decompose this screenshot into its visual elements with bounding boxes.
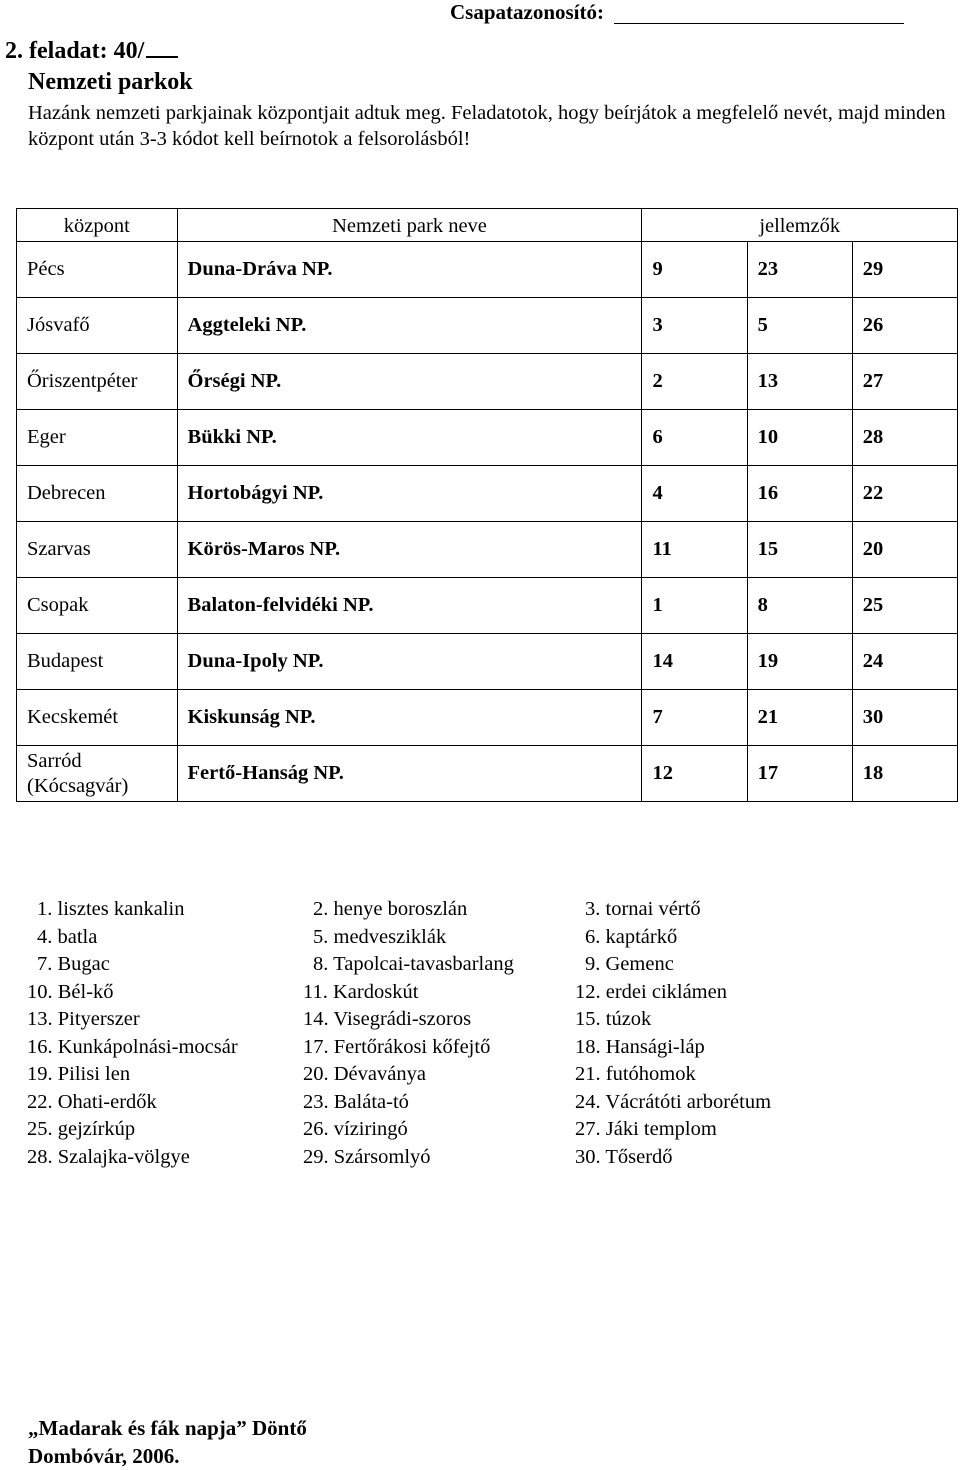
cell-center: Szarvas (17, 522, 178, 578)
team-id-blank[interactable] (614, 3, 904, 24)
cell-center: Őriszentpéter (17, 354, 178, 410)
cell-park-name[interactable]: Kiskunság NP. (177, 690, 642, 746)
cell-code[interactable]: 22 (852, 466, 957, 522)
table-row (17, 298, 958, 354)
list-item: 3. tornai vértő (585, 898, 701, 920)
task-title-text: 2. feladat: 40/ (5, 38, 145, 64)
list-item: 15. túzok (575, 1008, 652, 1030)
list-item: 14. Visegrádi-szoros (303, 1008, 472, 1030)
task-intro: Hazánk nemzeti parkjainak központjait adtuk meg. Feladatotok, hogy beírjátok a megfelelő nevét, majd minden központ után 3-3 kódot kell beírnotok a felsorolásból! (28, 102, 946, 150)
cell-code[interactable]: 13 (747, 354, 852, 410)
table-row (17, 634, 958, 690)
cell-code[interactable]: 18 (852, 746, 957, 802)
footer (28, 1414, 307, 1470)
cell-code[interactable]: 23 (747, 242, 852, 298)
cell-code[interactable]: 17 (747, 746, 852, 802)
table-row (17, 410, 958, 466)
table-row (17, 354, 958, 410)
cell-code[interactable]: 26 (852, 298, 957, 354)
table-header-row (17, 209, 958, 242)
list-item: 30. Tőserdő (575, 1145, 673, 1168)
cell-code[interactable]: 5 (747, 298, 852, 354)
list-item: 10. Bél-kő (27, 980, 114, 1003)
header-features: jellemzők (642, 209, 958, 242)
list-item: 1. lisztes kankalin (37, 898, 185, 920)
list-item: 24. Vácrátóti arborétum (575, 1090, 772, 1113)
cell-park-name[interactable]: Hortobágyi NP. (177, 466, 642, 522)
cell-park-name[interactable]: Balaton-felvidéki NP. (177, 578, 642, 634)
cell-code[interactable]: 12 (642, 746, 747, 802)
list-item: 9. Gemenc (585, 953, 674, 975)
cell-code[interactable]: 28 (852, 410, 957, 466)
cell-code[interactable]: 6 (642, 410, 747, 466)
list-item: 28. Szalajka-völgye (27, 1145, 190, 1168)
list-item: 22. Ohati-erdők (27, 1090, 157, 1113)
list-item: 7. Bugac (37, 953, 110, 975)
cell-center: Jósvafő (17, 298, 178, 354)
table-row (17, 466, 958, 522)
table-row (17, 242, 958, 298)
footer-event: „Madarak és fák napja” Döntő (28, 1416, 307, 1440)
list-item: 23. Baláta-tó (303, 1090, 409, 1113)
cell-center: Sarród (Kócsagvár) (17, 746, 178, 802)
team-id-field (450, 0, 904, 24)
parks-table (16, 208, 958, 802)
list-item: 17. Fertőrákosi kőfejtő (303, 1035, 491, 1058)
cell-park-name[interactable]: Duna-Ipoly NP. (177, 634, 642, 690)
cell-code[interactable]: 10 (747, 410, 852, 466)
cell-park-name[interactable]: Fertő-Hanság NP. (177, 746, 642, 802)
cell-code[interactable]: 30 (852, 690, 957, 746)
table-row (17, 522, 958, 578)
cell-center: Debrecen (17, 466, 178, 522)
list-item: 27. Jáki templom (575, 1118, 717, 1140)
cell-park-name[interactable]: Duna-Dráva NP. (177, 242, 642, 298)
cell-park-name[interactable]: Őrségi NP. (177, 354, 642, 410)
list-item: 6. kaptárkő (585, 925, 678, 948)
cell-center: Csopak (17, 578, 178, 634)
cell-park-name[interactable]: Bükki NP. (177, 410, 642, 466)
cell-code[interactable]: 14 (642, 634, 747, 690)
cell-code[interactable]: 19 (747, 634, 852, 690)
cell-code[interactable]: 11 (642, 522, 747, 578)
table-row (17, 746, 958, 802)
table-row (17, 578, 958, 634)
cell-code[interactable]: 21 (747, 690, 852, 746)
task-subtitle: Nemzeti parkok (28, 69, 193, 95)
cell-code[interactable]: 25 (852, 578, 957, 634)
cell-code[interactable]: 29 (852, 242, 957, 298)
cell-center: Budapest (17, 634, 178, 690)
list-item: 26. víziringó (303, 1118, 408, 1140)
header-center: központ (17, 209, 178, 242)
team-id-label: Csapatazonosító: (450, 0, 605, 24)
list-item: 25. gejzírkúp (27, 1118, 136, 1140)
list-item: 13. Pityerszer (27, 1008, 140, 1030)
cell-code[interactable]: 7 (642, 690, 747, 746)
list-item: 12. erdei ciklámen (575, 980, 727, 1003)
cell-code[interactable]: 24 (852, 634, 957, 690)
cell-park-name[interactable]: Aggteleki NP. (177, 298, 642, 354)
header-park-name: Nemzeti park neve (177, 209, 642, 242)
cell-code[interactable]: 15 (747, 522, 852, 578)
list-item: 20. Dévaványa (303, 1063, 426, 1085)
cell-code[interactable]: 3 (642, 298, 747, 354)
table-row (17, 690, 958, 746)
list-item: 11. Kardoskút (303, 980, 419, 1003)
footer-location: Dombóvár, 2006. (28, 1444, 180, 1468)
list-item: 8. Tapolcai-tavasbarlang (313, 953, 514, 975)
cell-center: Eger (17, 410, 178, 466)
cell-center: Kecskemét (17, 690, 178, 746)
cell-code[interactable]: 1 (642, 578, 747, 634)
cell-code[interactable]: 8 (747, 578, 852, 634)
list-item: 5. medvesziklák (313, 925, 447, 948)
task-title (5, 36, 178, 65)
cell-park-name[interactable]: Körös-Maros NP. (177, 522, 642, 578)
list-item: 29. Szársomlyó (303, 1145, 431, 1168)
cell-code[interactable]: 9 (642, 242, 747, 298)
list-item: 16. Kunkápolnási-mocsár (27, 1035, 238, 1058)
list-item: 2. henye boroszlán (313, 898, 468, 920)
list-item: 4. batla (37, 925, 98, 948)
score-blank[interactable] (146, 36, 178, 58)
cell-code[interactable]: 2 (642, 354, 747, 410)
cell-code[interactable]: 16 (747, 466, 852, 522)
cell-center: Pécs (17, 242, 178, 298)
list-item: 19. Pilisi len (27, 1063, 131, 1085)
cell-code[interactable]: 27 (852, 354, 957, 410)
cell-code[interactable]: 20 (852, 522, 957, 578)
list-item: 21. futóhomok (575, 1063, 696, 1085)
list-item: 18. Hansági-láp (575, 1035, 705, 1058)
cell-code[interactable]: 4 (642, 466, 747, 522)
